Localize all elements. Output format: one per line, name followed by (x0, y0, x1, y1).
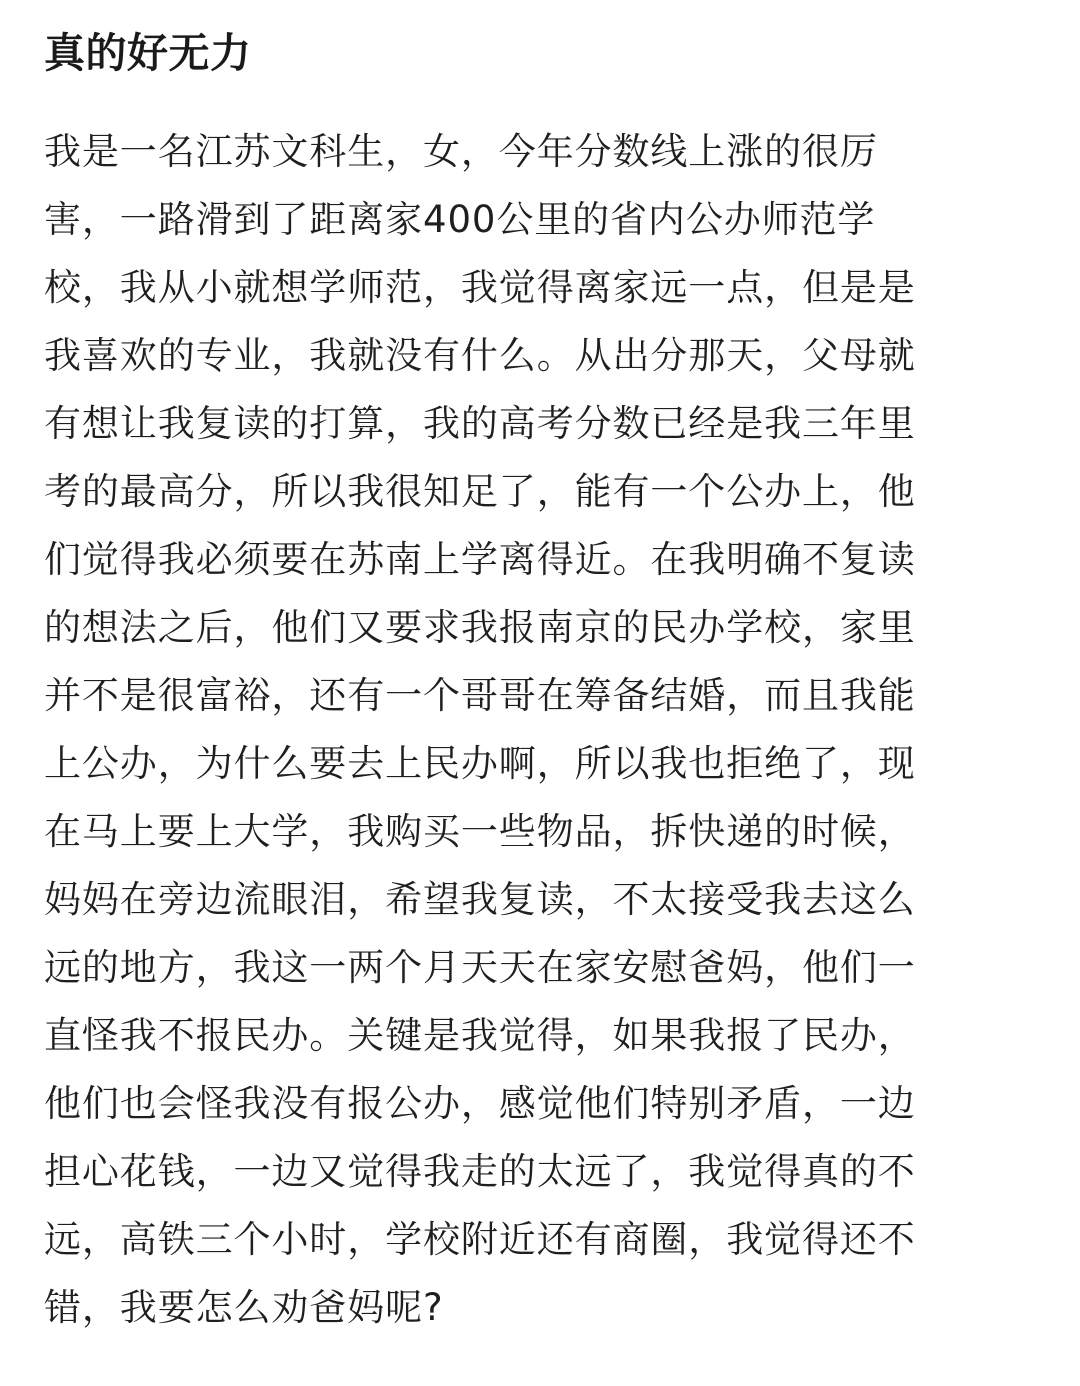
post-body-line: 考的最高分，所以我很知足了，能有一个公办上，他 (44, 470, 916, 513)
post-body-line: 的想法之后，他们又要求我报南京的民办学校，家里 (44, 606, 916, 649)
post-body-line: 害，一路滑到了距离家400公里的省内公办师范学 (44, 198, 876, 241)
post-body (44, 118, 1036, 1342)
post-body-line: 们觉得我必须要在苏南上学离得近。在我明确不复读 (44, 538, 916, 581)
post-body-line: 远，高铁三个小时，学校附近还有商圈，我觉得还不 (44, 1218, 916, 1261)
post-body-line: 有想让我复读的打算，我的高考分数已经是我三年里 (44, 402, 916, 445)
post-body-line: 错，我要怎么劝爸妈呢? (44, 1286, 444, 1329)
post-body-line: 校，我从小就想学师范，我觉得离家远一点，但是是 (44, 266, 916, 309)
post-body-line: 直怪我不报民办。关键是我觉得，如果我报了民办， (44, 1014, 916, 1057)
post-body-line: 我是一名江苏文科生，女，今年分数线上涨的很厉 (44, 130, 878, 173)
post-body-line: 上公办，为什么要去上民办啊，所以我也拒绝了，现 (44, 742, 916, 785)
post-body-line: 他们也会怪我没有报公办，感觉他们特别矛盾，一边 (44, 1082, 916, 1125)
post-body-line: 我喜欢的专业，我就没有什么。从出分那天，父母就 (44, 334, 916, 377)
post-body-line: 妈妈在旁边流眼泪，希望我复读，不太接受我去这么 (44, 878, 916, 921)
post-body-line: 并不是很富裕，还有一个哥哥在筹备结婚，而且我能 (44, 674, 916, 717)
post-body-line: 远的地方，我这一两个月天天在家安慰爸妈，他们一 (44, 946, 916, 989)
post-body-line: 担心花钱，一边又觉得我走的太远了，我觉得真的不 (44, 1150, 916, 1193)
post-title: 真的好无力 (44, 29, 252, 77)
post-body-line: 在马上要上大学，我购买一些物品，拆快递的时候， (44, 810, 916, 853)
